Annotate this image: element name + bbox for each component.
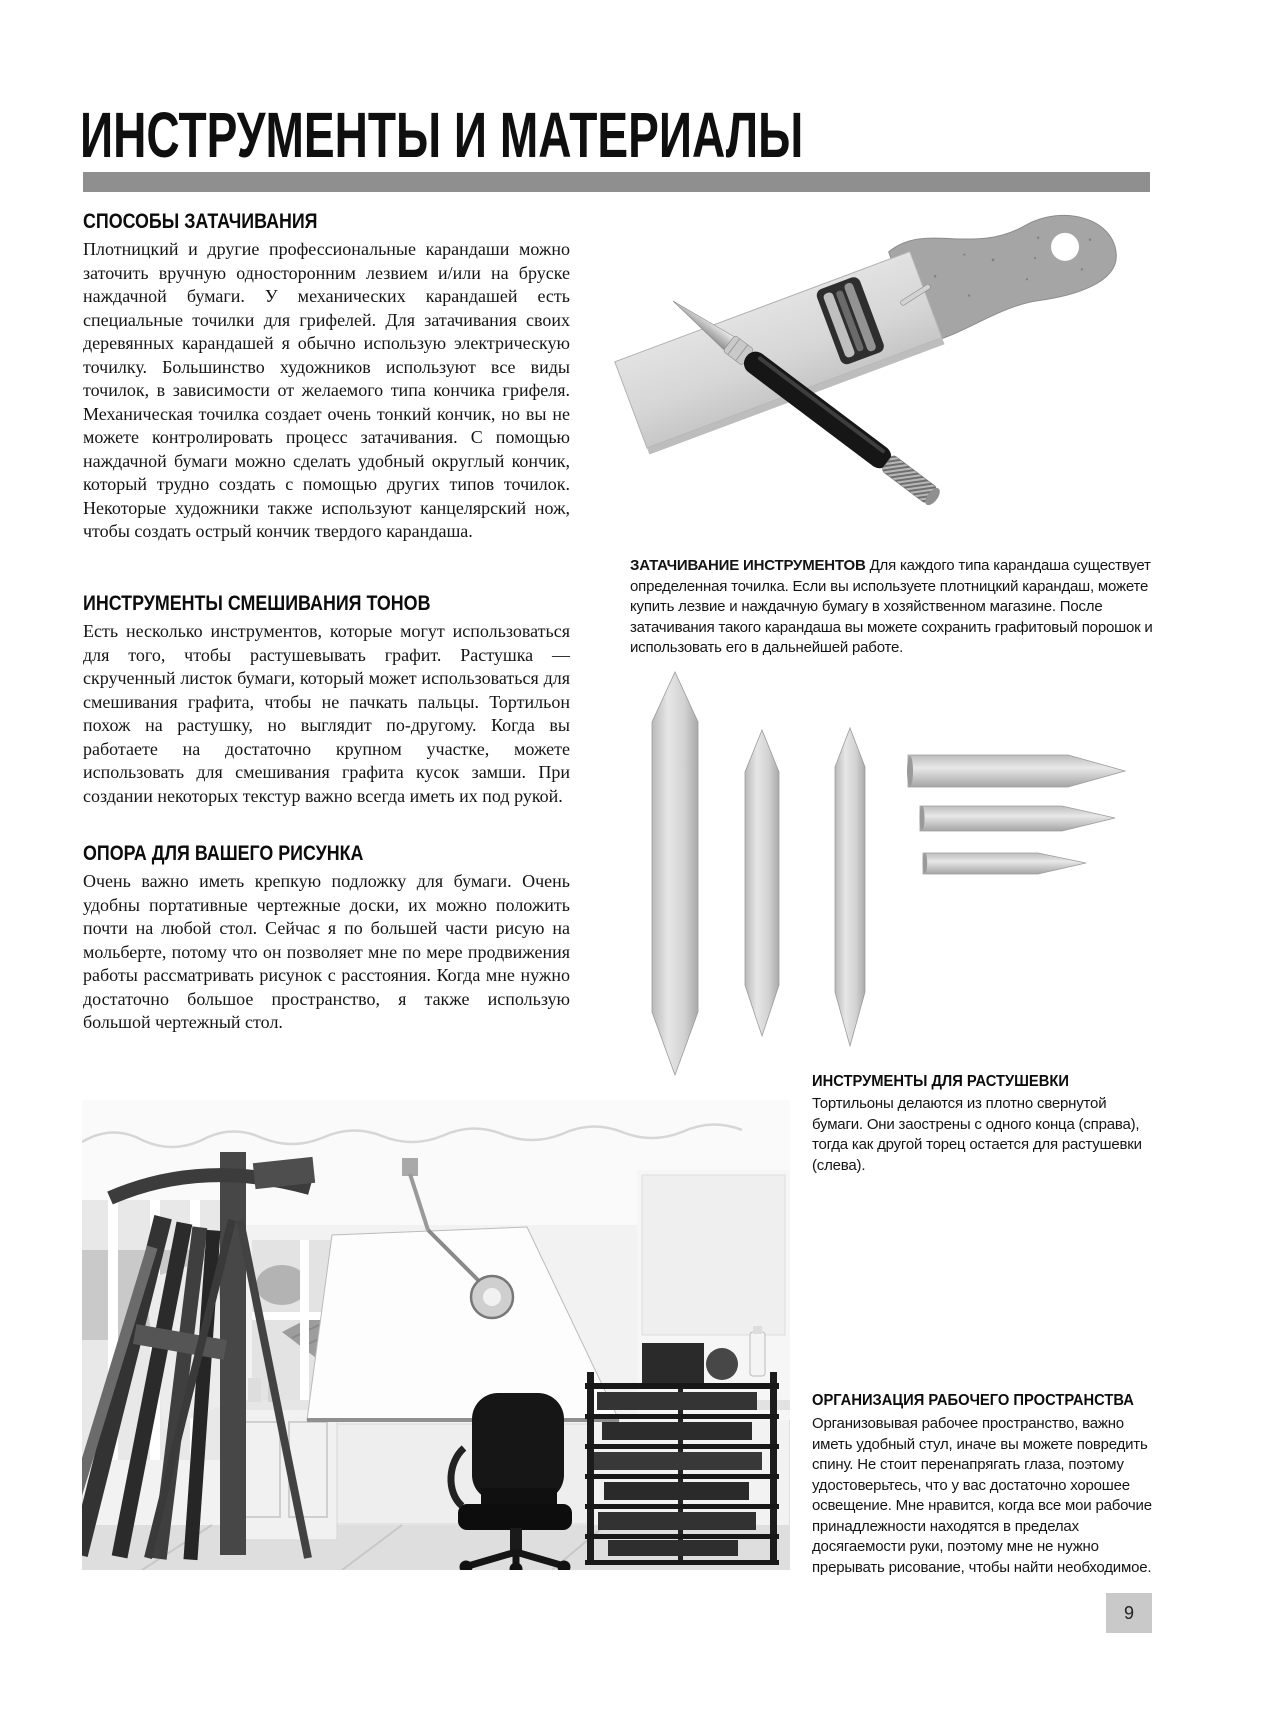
blending-stump-small <box>835 728 865 1046</box>
tortillon-medium <box>920 806 1115 831</box>
section-heading-sharpening: СПОСОБЫ ЗАТАЧИВАНИЯ <box>83 210 318 233</box>
studio-photo <box>82 1100 790 1570</box>
section-heading-blending-tools: ИНСТРУМЕНТЫ СМЕШИВАНИЯ ТОНОВ <box>83 592 431 615</box>
blending-stump-large <box>652 672 698 1075</box>
caption-lead: ЗАТАЧИВАНИЕ ИНСТРУМЕНТОВ <box>630 557 866 574</box>
caption-heading-workspace: ОРГАНИЗАЦИЯ РАБОЧЕГО ПРОСТРАНСТВА <box>812 1392 1134 1409</box>
section-body-blending-tools: Есть несколько инструментов, которые могут использоваться для того, чтобы растушевывать графит. Растушка — скрученный листок бумаги, который может использоваться для смешивания графита, чтобы не пачкать пальцы. Тортильон похож на растушку, но выглядит по-другому. Когда вы работаете на достаточно крупном участке, можете использовать для смешивания графита кусок замши. При создании некоторых текстур важно всегда иметь их под рукой. <box>83 621 570 806</box>
caption-blending-tools: Тортильоны делаются из плотно свернутой бумаги. Они заострены с одного конца (справа), тогда как другой торец остается для растушевки (слева). <box>812 1095 1142 1174</box>
tortillons-illustration <box>590 650 1180 1110</box>
page-number: 9 <box>1123 1602 1134 1623</box>
caption-heading-blending: ИНСТРУМЕНТЫ ДЛЯ РАСТУШЕВКИ <box>812 1073 1069 1090</box>
caption-workspace: Организовывая рабочее пространство, важно иметь удобный стул, иначе вы можете повредить спину. Не стоит перенапрягать глаза, поэтому удостоверьтесь, что у вас достаточно хорошее освещение. Мне нравится, когда все мои рабочие принадлежности находятся в пределах досягаемости руки, поэтому мне не нужно прерывать рисование, чтобы найти необходимое. <box>812 1415 1152 1576</box>
page-number-box <box>1106 1593 1152 1633</box>
sandpaper-paddle <box>611 205 1126 455</box>
tortillons-figure <box>590 650 1180 1110</box>
title-divider-bar <box>83 172 1150 192</box>
blending-stump-medium <box>745 730 779 1036</box>
knife-sandpaper-figure <box>590 205 1180 515</box>
section-heading-support: ОПОРА ДЛЯ ВАШЕГО РИСУНКА <box>83 842 364 865</box>
caption-sharpening-tools <box>630 556 1158 659</box>
tortillon-large <box>908 755 1125 787</box>
page-title: ИНСТРУМЕНТЫ И МАТЕРИАЛЫ <box>80 99 804 171</box>
knife-sandpaper-illustration <box>590 205 1180 515</box>
tortillon-small <box>923 853 1086 874</box>
studio-photo-figure <box>82 1100 790 1570</box>
section-body-support: Очень важно иметь крепкую подложку для бумаги. Очень удобны портативные чертежные доски, их можно положить почти на любой стол. Сейчас я по большей части рисую на мольберте, потому что он позволяет мне по мере продвижения работы рассматривать рисунок с расстояния. Когда мне нужно достаточно большое пространство, я также использую большой чертежный стол. <box>83 871 570 1032</box>
section-body-sharpening: Плотницкий и другие профессиональные карандаши можно заточить вручную односторонним лезвием и/или на бруске наждачной бумаги. У механических карандашей есть специальные точилки для грифелей. Для затачивания своих деревянных карандашей я обычно использую электрическую точилку. Большинство художников используют все виды точилок, в зависимости от желаемого типа кончика грифеля. Механическая точилка создает очень тонкий кончик, но вы не можете контролировать процесс затачивания. С помощью наждачной бумаги можно сделать удобный округлый кончик, который трудно создать с помощью других типов точилок. Некоторые художники также используют канцелярский нож, чтобы создать острый кончик твердого карандаша. <box>83 239 570 541</box>
caption-text: Для каждого типа карандаша существует определенная точилка. Если вы используете плотницкий карандаш, можете купить лезвие и наждачную бумагу в хозяйственном магазине. После затачивания такого карандаша вы можете сохранить графитовый порошок и использовать его в дальнейшей работе. <box>630 557 1153 656</box>
